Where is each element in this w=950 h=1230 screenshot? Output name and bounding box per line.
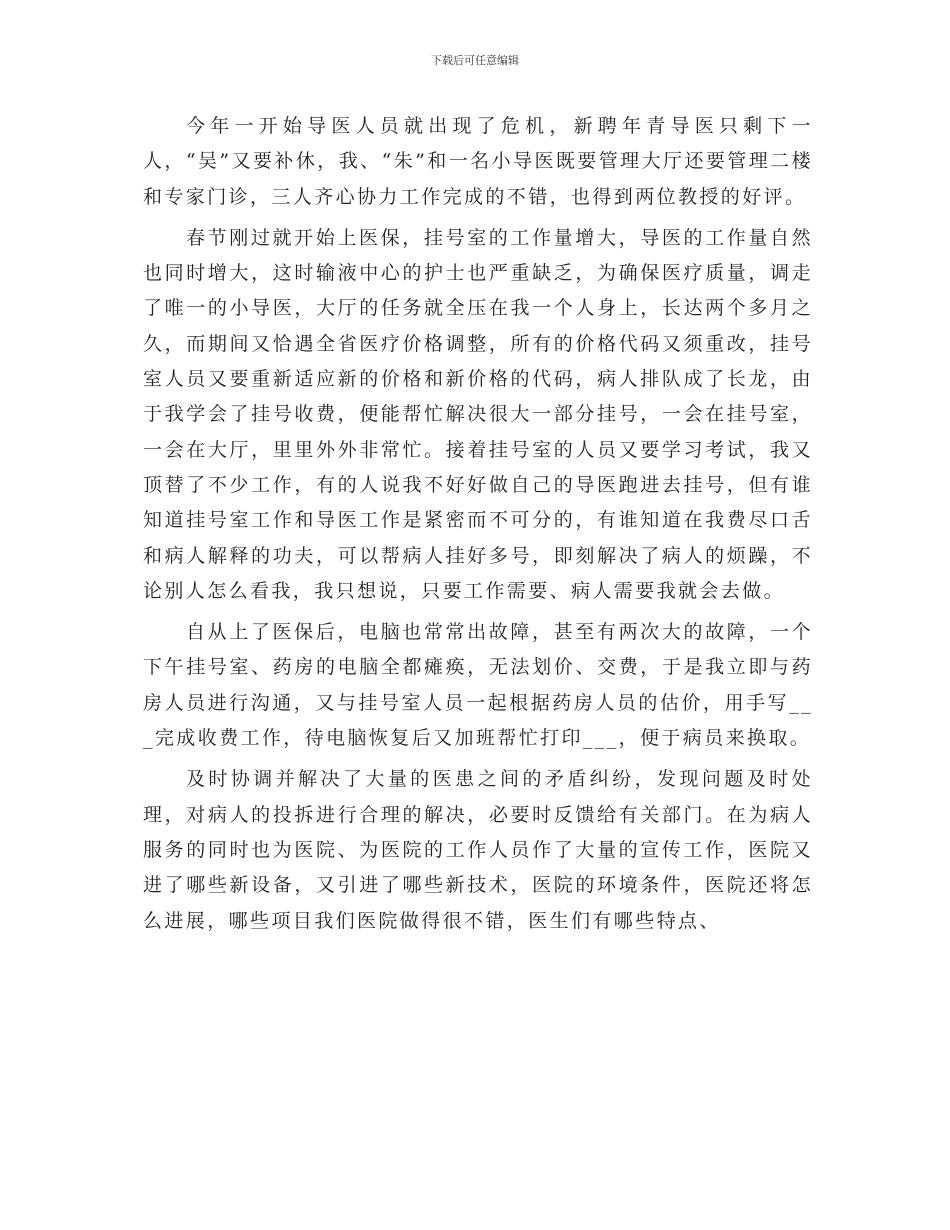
paragraph: 今年一开始导医人员就出现了危机，新聘年青导医只剩下一人，“吴”又要补休，我、“朱”和一名小导医既要管理大厅还要管理二楼和专家门诊，三人齐心协力工作完成的不错，也得到两位教授的好评。 bbox=[143, 115, 813, 208]
paragraph: 春节刚过就开始上医保，挂号室的工作量增大，导医的工作量自然也同时增大，这时输液中心的护士也严重缺乏，为确保医疗质量，调走了唯一的小导医，大厅的任务就全压在我一个人身上，长达两个多月之久，而期间又恰遇全省医疗价格调整，所有的价格代码又须重改，挂号室人员又要重新适应新的价格和新价格的代码，病人排队成了长龙，由于我学会了挂号收费，便能帮忙解决很大一部分挂号，一会在挂号室，一会在大厅，里里外外非常忙。接着挂号室的人员又要学习考试，我又顶替了不少工作，有的人说我不好好做自己的导医跑进去挂号，但有谁知道挂号室工作和导医工作是紧密而不可分的，有谁知道在我费尽口舌和病人解释的功夫，可以帮病人挂好多号，即刻解决了病人的烦躁，不论别人怎么看我，我只想说，只要工作需要、病人需要我就会去做。 bbox=[143, 226, 813, 602]
document-body bbox=[143, 109, 813, 945]
page-header: 下载后可任意编辑 bbox=[431, 54, 519, 67]
paragraph: 自从上了医保后，电脑也常常出故障，甚至有两次大的故障，一个下午挂号室、药房的电脑全都瘫痪，无法划价、交费，于是我立即与药房人员进行沟通，又与挂号室人员一起根据药房人员的估价，用手写___完成收费工作，待电脑恢复后又加班帮忙打印___，便于病员来换取。 bbox=[143, 621, 813, 750]
paragraph: 及时协调并解决了大量的医患之间的矛盾纠纷，发现问题及时处理，对病人的投拆进行合理的解决，必要时反馈给有关部门。在为病人服务的同时也为医院、为医院的工作人员作了大量的宣传工作，医院又进了哪些新设备，又引进了哪些新技术，医院的环境条件，医院还将怎么进展，哪些项目我们医院做得很不错，医生们有哪些特点、 bbox=[143, 768, 813, 932]
